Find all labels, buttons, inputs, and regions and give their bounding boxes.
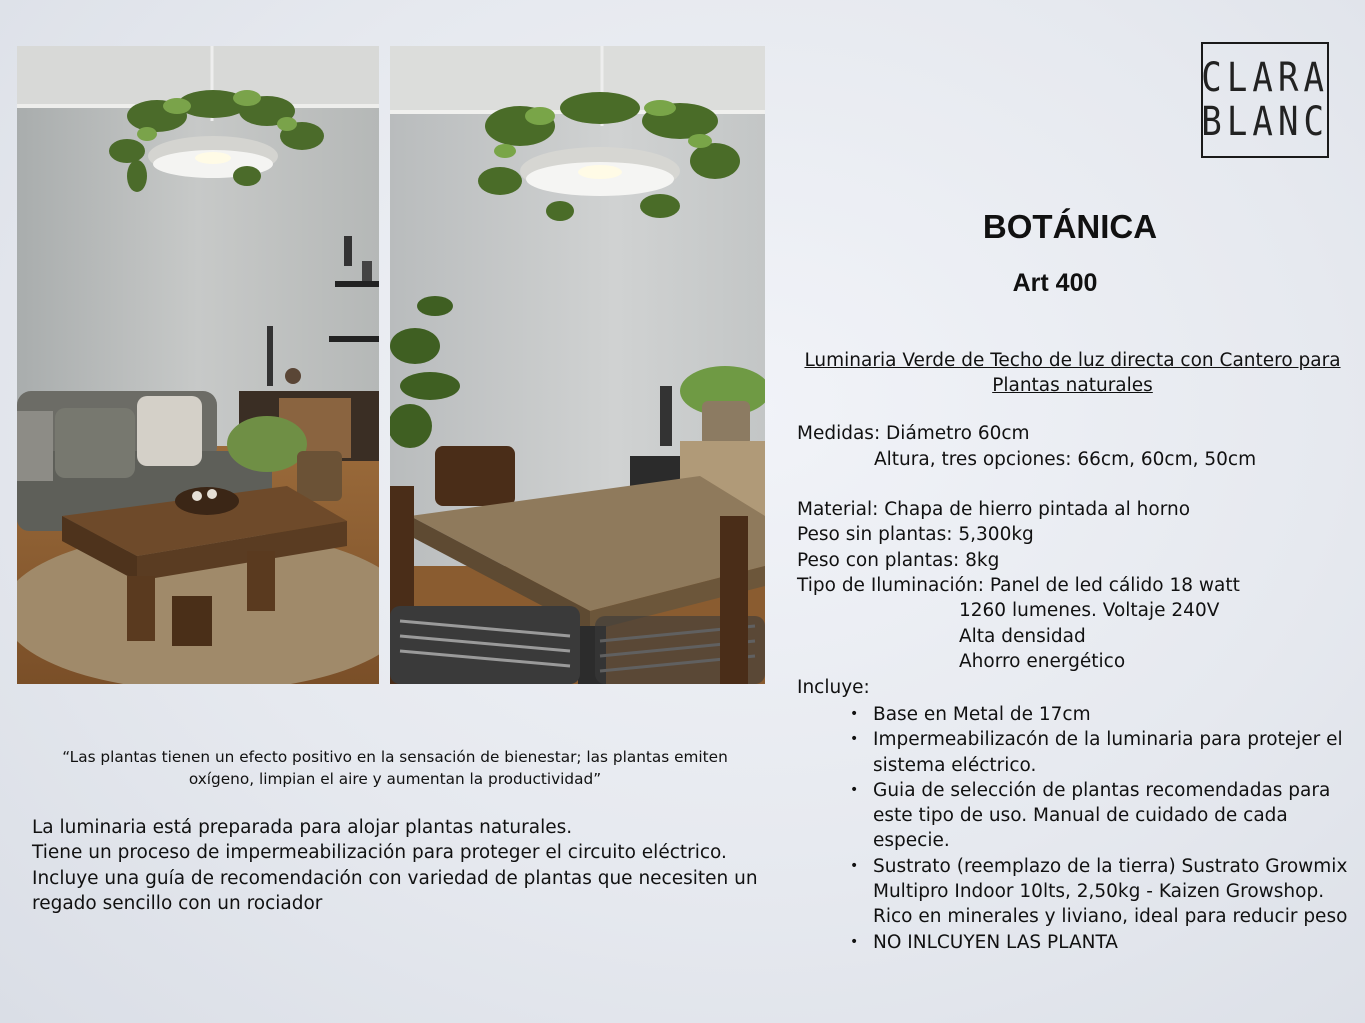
quote [40, 746, 750, 790]
quote-line: “Las plantas tienen un efecto positivo en la sensación de bienestar; las plantas emiten [62, 748, 728, 766]
spec-peso-sin: Peso sin plantas: 5,300kg [797, 524, 1034, 545]
description-line: La luminaria está preparada para alojar plantas naturales. [32, 817, 573, 838]
bullet: • [850, 731, 859, 748]
spec-peso-con: Peso con plantas: 8kg [797, 550, 1000, 571]
includes-label: Incluye: [797, 677, 870, 698]
includes-item [850, 727, 1350, 778]
spec-iluminacion: Tipo de Iluminación: Panel de led cálido 18 watt [797, 575, 1240, 596]
spec-densidad: Alta densidad [959, 626, 1086, 647]
includes-line: Rico en minerales y liviano, ideal para reducir peso [873, 906, 1348, 928]
article-number: Art 400 [1012, 269, 1098, 297]
description-line: regado sencillo con un rociador [32, 892, 323, 914]
includes-list [850, 702, 1350, 955]
spec-ahorro: Ahorro energético [959, 651, 1126, 672]
includes-line: Sustrato (reemplazo de la tierra) Sustrato Growmix [873, 855, 1348, 877]
spec-material: Material: Chapa de hierro pintada al horno [797, 499, 1191, 520]
includes-line: Guia de selección de plantas recomendadas para [873, 779, 1331, 801]
subtitle-line: Plantas naturales [992, 375, 1153, 396]
description [32, 815, 762, 916]
includes-item [850, 930, 1350, 955]
living-room-photo [17, 46, 379, 684]
bullet: • [850, 933, 859, 950]
bullet: • [850, 781, 859, 798]
spec-medidas: Medidas: Diámetro 60cm [797, 423, 1030, 444]
subtitle-line: Luminaria Verde de Techo de luz directa con Cantero para [804, 350, 1341, 371]
logo-line: BLANC [1201, 99, 1329, 145]
includes-line: este tipo de uso. Manual de cuidado de cada [873, 805, 1288, 827]
includes-line: Base en Metal de 17cm [873, 704, 1091, 725]
includes-line: Multipro Indoor 10lts, 2,50kg - Kaizen Growshop. [873, 881, 1325, 903]
bullet: • [850, 706, 859, 722]
spec-altura: Altura, tres opciones: 66cm, 60cm, 50cm [874, 449, 1257, 470]
includes-line: Impermeabilizacón de la luminaria para protejer el [873, 729, 1343, 751]
logo-line: CLARA [1201, 55, 1329, 101]
includes-item [850, 854, 1350, 930]
spec-lumenes: 1260 lumenes. Voltaje 240V [959, 600, 1220, 621]
includes-line: especie. [873, 830, 950, 852]
includes-line: sistema eléctrico. [873, 754, 1037, 776]
clara-blanc-logo [1201, 42, 1329, 158]
includes-item [850, 778, 1350, 854]
dining-room-photo [390, 46, 765, 684]
product-title: BOTÁNICA [982, 208, 1158, 245]
quote-line: oxígeno, limpian el aire y aumentan la productividad” [188, 770, 602, 788]
description-line: Tiene un proceso de impermeabilización para proteger el circuito eléctrico. [32, 842, 727, 864]
includes-item [850, 702, 1350, 727]
description-line: Incluye una guía de recomendación con variedad de plantas que necesiten un [32, 867, 758, 889]
bullet: • [850, 857, 859, 874]
includes-line: NO INLCUYEN LAS PLANTA [873, 931, 1118, 953]
product-subtitle [800, 348, 1345, 398]
